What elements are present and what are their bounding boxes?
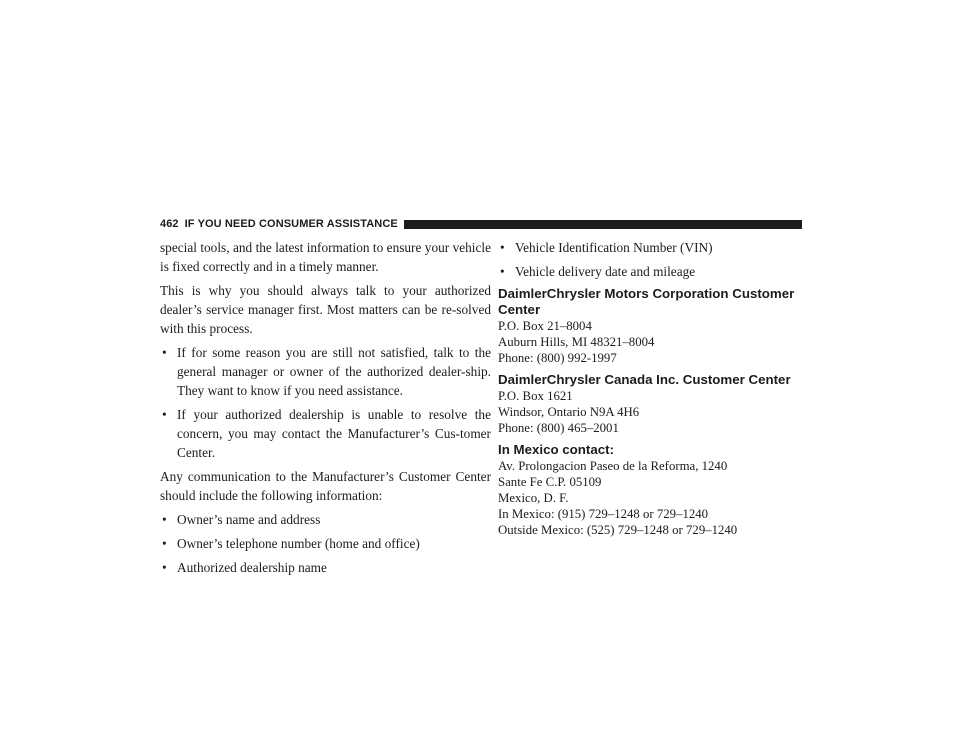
list-item bbox=[160, 534, 491, 553]
left-column bbox=[160, 238, 491, 582]
page-header bbox=[160, 218, 802, 231]
page-number: 462 bbox=[160, 218, 179, 230]
list-item bbox=[160, 558, 491, 577]
us-customer-center bbox=[498, 286, 802, 366]
paragraph-intro: special tools, and the latest information to ensure your vehicle is fixed correctly and in a timely manner. bbox=[160, 240, 491, 274]
list-item-text: If for some reason you are still not satisfied, talk to the general manager or owner of the authorized dealer-ship. They want to know if you need assistance. bbox=[177, 345, 491, 398]
list-item-text: Owner’s name and address bbox=[177, 512, 321, 527]
right-column bbox=[498, 238, 802, 544]
list-item-text: Vehicle Identification Number (VIN) bbox=[515, 240, 713, 255]
paragraph-service-manager: This is why you should always talk to your authorized dealer’s service manager first. Most matters can be re-solved with this process. bbox=[160, 283, 491, 336]
canada-center-heading: DaimlerChrysler Canada Inc. Customer Center bbox=[498, 372, 791, 387]
address-line: P.O. Box 1621 bbox=[498, 389, 573, 403]
bullet-icon: • bbox=[162, 560, 167, 575]
mexico-contact bbox=[498, 442, 802, 538]
address-line: Auburn Hills, MI 48321–8004 bbox=[498, 335, 655, 349]
header-rule bbox=[404, 220, 802, 229]
list-item-text: Authorized dealership name bbox=[177, 560, 327, 575]
canada-customer-center bbox=[498, 372, 802, 436]
address-line: Sante Fe C.P. 05109 bbox=[498, 475, 602, 489]
list-item bbox=[498, 238, 802, 257]
list-item bbox=[498, 262, 802, 281]
phone-line: Phone: (800) 992-1997 bbox=[498, 351, 617, 365]
list-item bbox=[160, 510, 491, 529]
us-center-heading: DaimlerChrysler Motors Corporation Customer Center bbox=[498, 286, 795, 317]
bullet-icon: • bbox=[500, 264, 505, 279]
phone-line: Outside Mexico: (525) 729–1248 or 729–1240 bbox=[498, 523, 738, 537]
paragraph-communication: Any communication to the Manufacturer’s Customer Center should include the following information: bbox=[160, 469, 491, 503]
address-line: Mexico, D. F. bbox=[498, 491, 569, 505]
section-title: IF YOU NEED CONSUMER ASSISTANCE bbox=[184, 218, 398, 230]
phone-line: Phone: (800) 465–2001 bbox=[498, 421, 619, 435]
address-line: Av. Prolongacion Paseo de la Reforma, 1240 bbox=[498, 459, 728, 473]
list-item-text: Vehicle delivery date and mileage bbox=[515, 264, 696, 279]
bullet-icon: • bbox=[162, 407, 167, 422]
bullet-icon: • bbox=[500, 240, 505, 255]
list-item bbox=[160, 343, 491, 400]
bullet-icon: • bbox=[162, 512, 167, 527]
mexico-heading: In Mexico contact: bbox=[498, 442, 614, 457]
list-item-text: Owner’s telephone number (home and office) bbox=[177, 536, 420, 551]
list-item-text: If your authorized dealership is unable to resolve the concern, you may contact the Manufacturer’s Cus-tomer Center. bbox=[177, 407, 491, 460]
address-line: Windsor, Ontario N9A 4H6 bbox=[498, 405, 640, 419]
bullet-icon: • bbox=[162, 536, 167, 551]
list-item bbox=[160, 405, 491, 462]
phone-line: In Mexico: (915) 729–1248 or 729–1240 bbox=[498, 507, 709, 521]
bullet-icon: • bbox=[162, 345, 167, 360]
address-line: P.O. Box 21–8004 bbox=[498, 319, 592, 333]
